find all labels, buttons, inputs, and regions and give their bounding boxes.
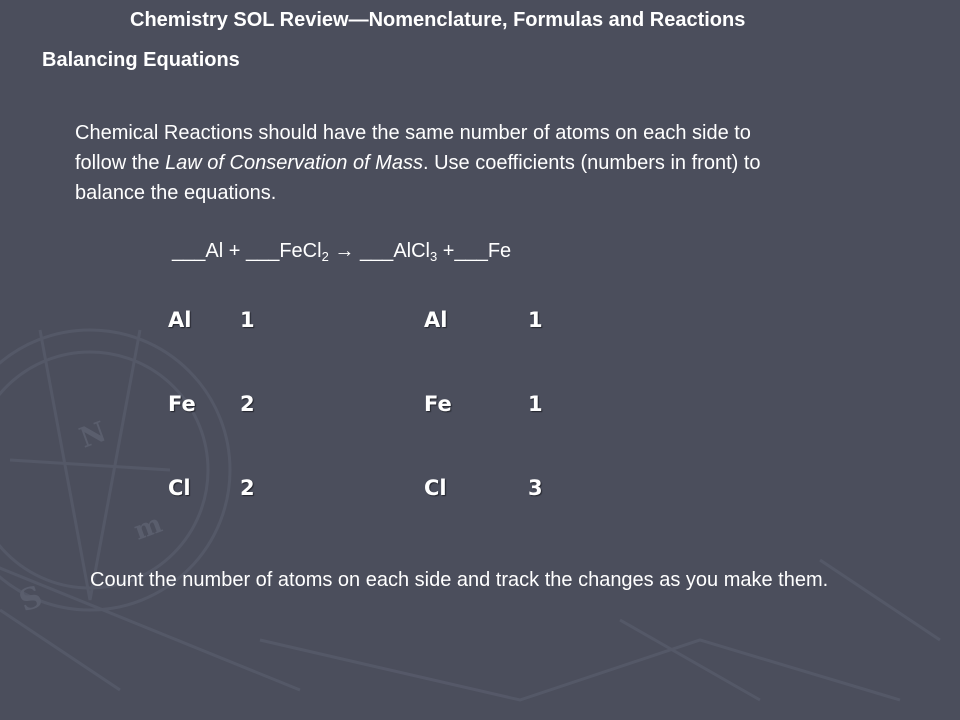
law-name: Law of Conservation of Mass xyxy=(165,152,423,174)
product-alcl3: AlCl xyxy=(393,240,430,262)
left-element: Fe xyxy=(168,392,196,416)
right-element: Fe xyxy=(424,392,452,416)
intro-paragraph xyxy=(75,118,775,208)
atom-count-table xyxy=(168,308,568,508)
chemical-equation xyxy=(172,236,511,266)
left-element: Cl xyxy=(168,476,191,500)
svg-text:S: S xyxy=(14,579,48,620)
right-count: 3 xyxy=(528,476,543,500)
plus-sign: + xyxy=(223,240,246,262)
reactant-fecl2: FeCl xyxy=(279,240,322,262)
subscript: 3 xyxy=(429,249,438,264)
intro-text-start: Chemical Reactions should have the same number of atoms on each side to follow the xyxy=(75,122,751,174)
coefficient-blank-2: ___ xyxy=(245,240,280,262)
coefficient-blank-1: ___ xyxy=(172,240,206,262)
right-count: 1 xyxy=(528,308,543,332)
atom-row-cl xyxy=(168,476,568,510)
right-count: 1 xyxy=(528,392,543,416)
reaction-arrow: → xyxy=(328,240,360,262)
slide-title: Chemistry SOL Review—Nomenclature, Formulas and Reactions xyxy=(130,9,746,31)
coefficient-blank-4: ___ xyxy=(454,240,488,262)
product-fe: Fe xyxy=(487,240,512,262)
left-count: 2 xyxy=(240,476,255,500)
right-element: Al xyxy=(424,308,448,332)
atom-row-al xyxy=(168,308,568,342)
plus-sign: + xyxy=(437,240,455,262)
svg-text:m: m xyxy=(130,508,167,547)
slide-subtitle: Balancing Equations xyxy=(42,49,240,71)
right-element: Cl xyxy=(424,476,447,500)
coefficient-blank-3: ___ xyxy=(359,240,394,262)
reactant-al: Al xyxy=(205,240,224,262)
svg-text:N: N xyxy=(75,414,111,455)
subscript: 2 xyxy=(321,249,329,264)
left-element: Al xyxy=(168,308,192,332)
closing-instruction: Count the number of atoms on each side and track the changes as you make them. xyxy=(90,569,829,591)
left-count: 1 xyxy=(240,308,255,332)
left-count: 2 xyxy=(240,392,255,416)
atom-row-fe xyxy=(168,392,568,426)
intro-text-end: . Use coefficients (numbers in front) to balance the equations. xyxy=(75,152,761,204)
